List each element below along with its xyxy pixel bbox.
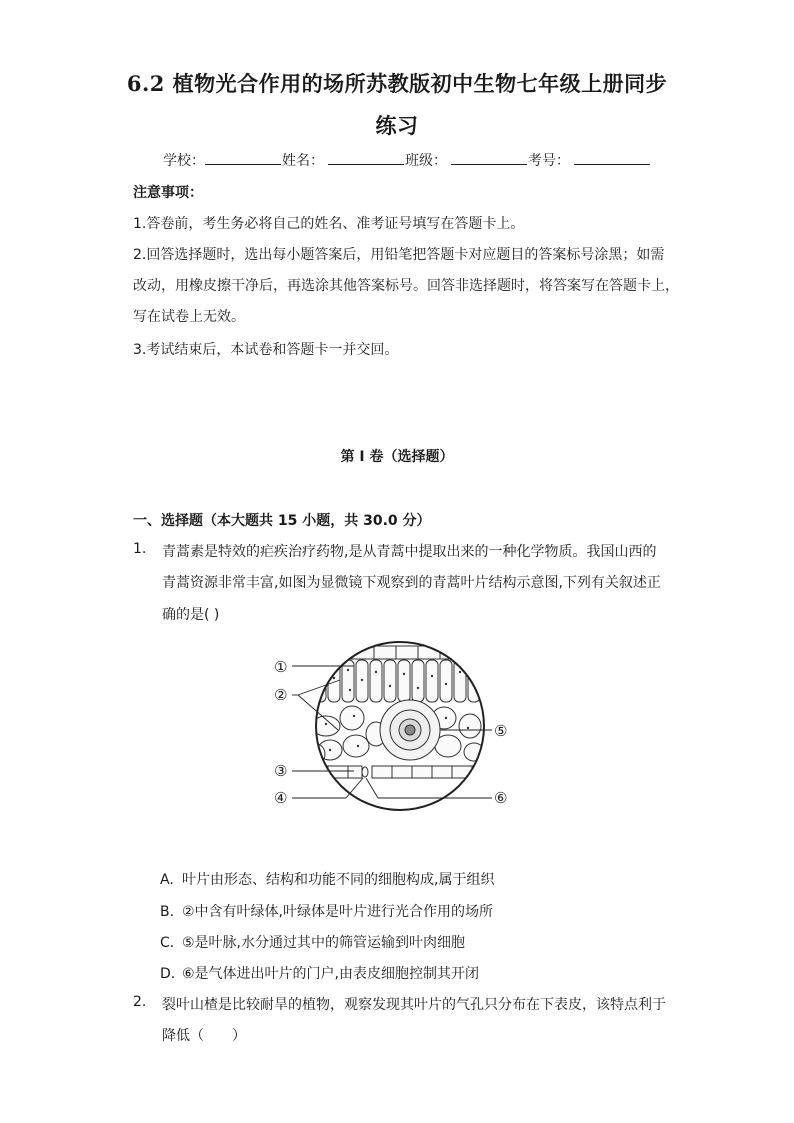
leaf-vein-bundle [380,700,440,760]
q1-stem-line2: 青蒿资源非常丰富,如图为显微镜下观察到的青蒿叶片结构示意图,下列有关叙述正 [162,575,661,591]
q1-option-d-text: ⑥是气体进出叶片的门户,由表皮细胞控制其开闭 [182,966,479,982]
doc-title: 6.2 植物光合作用的场所苏教版初中生物七年级上册同步 [126,71,668,96]
notice-item-3: 3.考试结束后，本试卷和答题卡一并交回。 [133,342,399,358]
label-6: ⑥ [494,789,508,807]
q1-option-b[interactable] [160,901,493,921]
notice-heading: 注意事项： [133,185,203,201]
q1-option-a-text: 叶片由形态、结构和功能不同的细胞构成,属于组织 [182,872,495,888]
label-2: ② [274,686,288,704]
notice-item-1: 1.答卷前，考生务必将自己的姓名、准考证号填写在答题卡上。 [133,216,525,232]
name-label: 姓名： [282,153,324,169]
stoma-guard-cell [362,767,368,777]
q1-option-c-letter: C. [160,935,175,951]
q1-option-d-letter: D. [160,966,176,982]
student-info-row [163,150,651,170]
class-blank[interactable] [451,152,527,165]
q1-stem-line3: 确的是( ) [162,607,220,623]
q2-stem-line2: 降低（ ） [162,1028,246,1044]
leaf-cross-section-figure [268,626,518,822]
label-1: ① [274,658,288,676]
notice-item-2-line2: 改动，用橡皮擦干净后，再选涂其他答案标号。回答非选择题时，将答案写在答题卡上， [133,278,679,294]
q1-option-b-text: ②中含有叶绿体,叶绿体是叶片进行光合作用的场所 [182,904,493,920]
school-label: 学校： [163,153,205,169]
exam-no-label: 考号： [528,153,570,169]
q1-option-c[interactable] [160,932,465,952]
q1-option-d[interactable] [160,963,479,983]
notice-item-2-line3: 写在试卷上无效。 [133,309,245,325]
notice-item-2-line1: 2.回答选择题时，选出每小题答案后，用铅笔把答题卡对应题目的答案标号涂黑；如需 [133,247,665,263]
q1-number: 1. [133,541,147,557]
label-5: ⑤ [494,722,508,740]
q2-number: 2. [133,994,147,1010]
section-title: 第 I 卷（选择题） [340,449,454,465]
name-blank[interactable] [328,152,404,165]
part-heading: 一、选择题（本大题共 15 小题，共 30.0 分） [133,513,431,529]
lower-epidermis [308,766,492,778]
label-3: ③ [274,762,288,780]
class-label: 班级： [405,153,447,169]
school-blank[interactable] [205,152,281,165]
upper-epidermis [308,646,484,659]
q1-option-b-letter: B. [160,904,175,920]
exam-no-blank[interactable] [574,152,650,165]
q2-stem-line1: 裂叶山楂是比较耐旱的植物，观察发现其叶片的气孔只分布在下表皮，该特点利于 [162,997,666,1013]
doc-title-line2: 练习 [375,113,419,138]
q1-option-a-letter: A. [160,872,174,888]
q1-option-c-text: ⑤是叶脉,水分通过其中的筛管运输到叶肉细胞 [182,935,465,951]
label-4: ④ [274,789,288,807]
q1-stem-line1: 青蒿素是特效的疟疾治疗药物,是从青蒿中提取出来的一种化学物质。我国山西的 [162,544,657,560]
q1-option-a[interactable] [160,869,494,889]
